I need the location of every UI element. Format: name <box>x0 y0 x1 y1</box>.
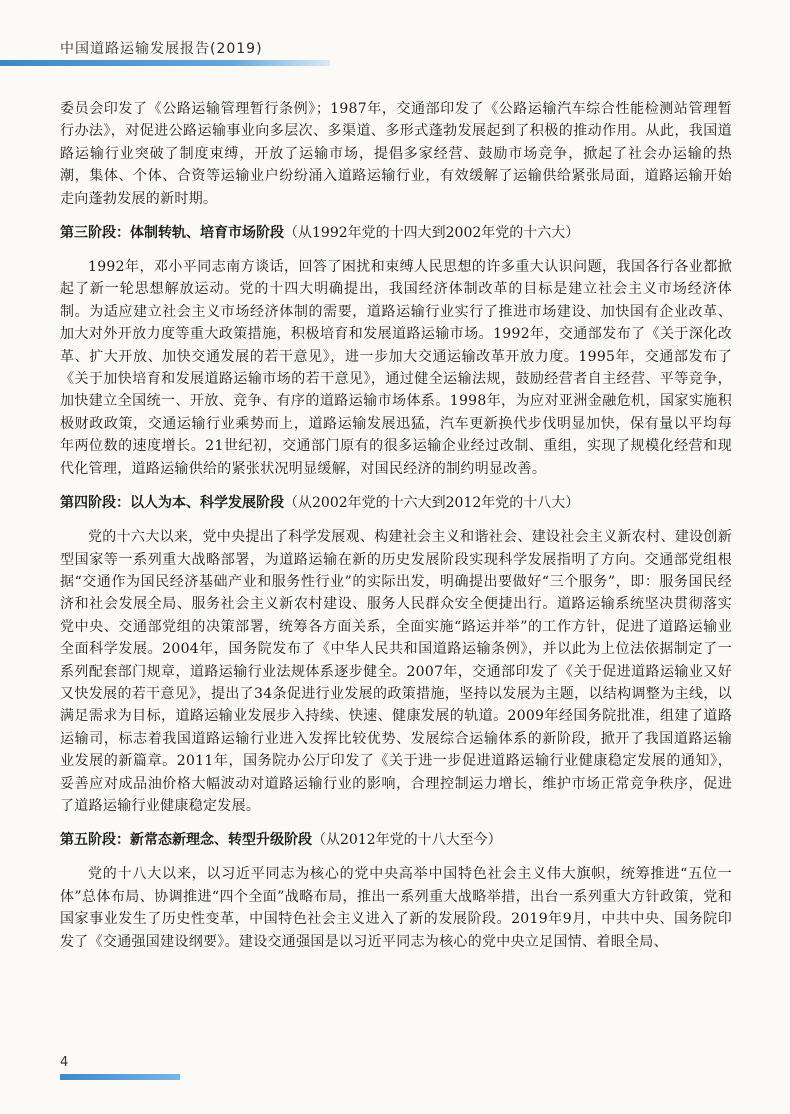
page-header <box>0 0 790 70</box>
stage-5-title: 第五阶段：新常态新理念、转型升级阶段 <box>60 832 312 849</box>
stage-4-heading <box>60 492 732 514</box>
stage-5-heading <box>60 829 732 851</box>
report-title: 中国道路运输发展报告(2019) <box>60 41 263 57</box>
stage-5-paragraph: 党的十八大以来，以习近平同志为核心的党中央高举中国特色社会主义伟大旗帜，统筹推进“五位一体”总体布局、协调推进“四个全面”战略布局，推出一系列重大战略举措，出台一系列重大方针政策，党和国家事业发生了历史性变革，中国特色社会主义进入了新的发展阶段。2019年9月，中共中央、国务院印发了《交通强国建设纲要》。建设交通强国是以习近平同志为核心的党中央立足国情、着眼全局、 <box>60 866 732 950</box>
page-content <box>60 98 732 965</box>
stage-3-paragraph: 1992年，邓小平同志南方谈话，回答了困扰和束缚人民思想的许多重大认识问题，我国各行各业都掀起了新一轮思想解放运动。党的十四大明确提出，我国经济体制改革的目标是建立社会主义市场经济体制。为适应建立社会主义市场经济体制的需要，道路运输行业实行了推进市场建设、加快国有企业改革、加大对外开放力度等重大政策措施，积极培育和发展道路运输市场。1992年，交通部发布了《关于深化改革、扩大开放、加快交通发展的若干意见》，进一步加大交通运输改革开放力度。1995年，交通部发布了《关于加快培育和发展道路运输市场的若干意见》，通过健全运输法规，鼓励经营者自主经营、平等竞争，加快建立全国统一、开放、竞争、有序的道路运输市场体系。1998年，为应对亚洲金融危机，国家实施积极财政政策，交通运输行业乘势而上，道路运输发展迅猛，汽车更新换代步伐明显加快，保有量以平均每年两位数的速度增长。21世纪初，交通部门原有的很多运输企业经过改制、重组，实现了规模化经营和现代化管理，道路运输供给的紧张状况明显缓解，对国民经济的制约明显改善。 <box>60 259 732 477</box>
header-accent-bar <box>0 60 330 66</box>
footer-accent-bar <box>60 1074 180 1080</box>
stage-5-subtitle: （从2012年党的十八大至今） <box>312 832 502 849</box>
stage-4-title: 第四阶段：以人为本、科学发展阶段 <box>60 495 284 512</box>
stage-4-paragraph: 党的十六大以来，党中央提出了科学发展观、构建社会主义和谐社会、建设社会主义新农村、建设创新型国家等一系列重大战略部署，为道路运输在新的历史发展阶段实现科学发展指明了方向。交通部党组根据“交通作为国民经济基础产业和服务性行业”的实际出发，明确提出要做好“三个服务”，即：服务国民经济和社会发展全局、服务社会主义新农村建设、服务人民群众安全便捷出行。道路运输系统坚决贯彻落实党中央、交通部党组的决策部署，统筹各方面关系，全面实施“路运并举”的工作方针，促进了道路运输业全面科学发展。2004年，国务院发布了《中华人民共和国道路运输条例》，并以此为上位法依据制定了一系列配套部门规章，道路运输行业法规体系逐步健全。2007年，交通部印发了《关于促进道路运输业又好又快发展的若干意见》，提出了34条促进行业发展的政策措施，坚持以发展为主题，以结构调整为主线，以满足需求为目标，道路运输业发展步入持续、快速、健康发展的轨道。2009年经国务院批准，组建了道路运输司，标志着我国道路运输行业进入发挥比较优势、发展综合运输体系的新阶段，掀开了我国道路运输业发展的新篇章。2011年，国务院办公厅印发了《关于进一步促进道路运输行业健康稳定发展的通知》，妥善应对成品油价格大幅波动对道路运输行业的影响，合理控制运力增长，维护市场正常竞争秩序，促进了道路运输行业健康稳定发展。 <box>60 529 732 814</box>
stage-3-title: 第三阶段：体制转轨、培育市场阶段 <box>60 225 284 242</box>
intro-paragraph: 委员会印发了《公路运输管理暂行条例》；1987年，交通部印发了《公路运输汽车综合性能检测站管理暂行办法》，对促进公路运输事业向多层次、多渠道、多形式蓬勃发展起到了积极的推动作用。从此，我国道路运输行业突破了制度束缚，开放了运输市场，提倡多家经营、鼓励市场竞争，掀起了社会办运输的热潮，集体、个体、合资等运输业户纷纷涌入道路运输行业，有效缓解了运输供给紧张局面，道路运输开始走向蓬勃发展的新时期。 <box>60 101 732 207</box>
stage-3-heading <box>60 222 732 244</box>
stage-3-subtitle: （从1992年党的十四大到2002年党的十六大） <box>284 225 580 242</box>
page-number: 4 <box>60 1055 69 1070</box>
stage-4-subtitle: （从2002年党的十六大到2012年党的十八大） <box>284 495 580 512</box>
